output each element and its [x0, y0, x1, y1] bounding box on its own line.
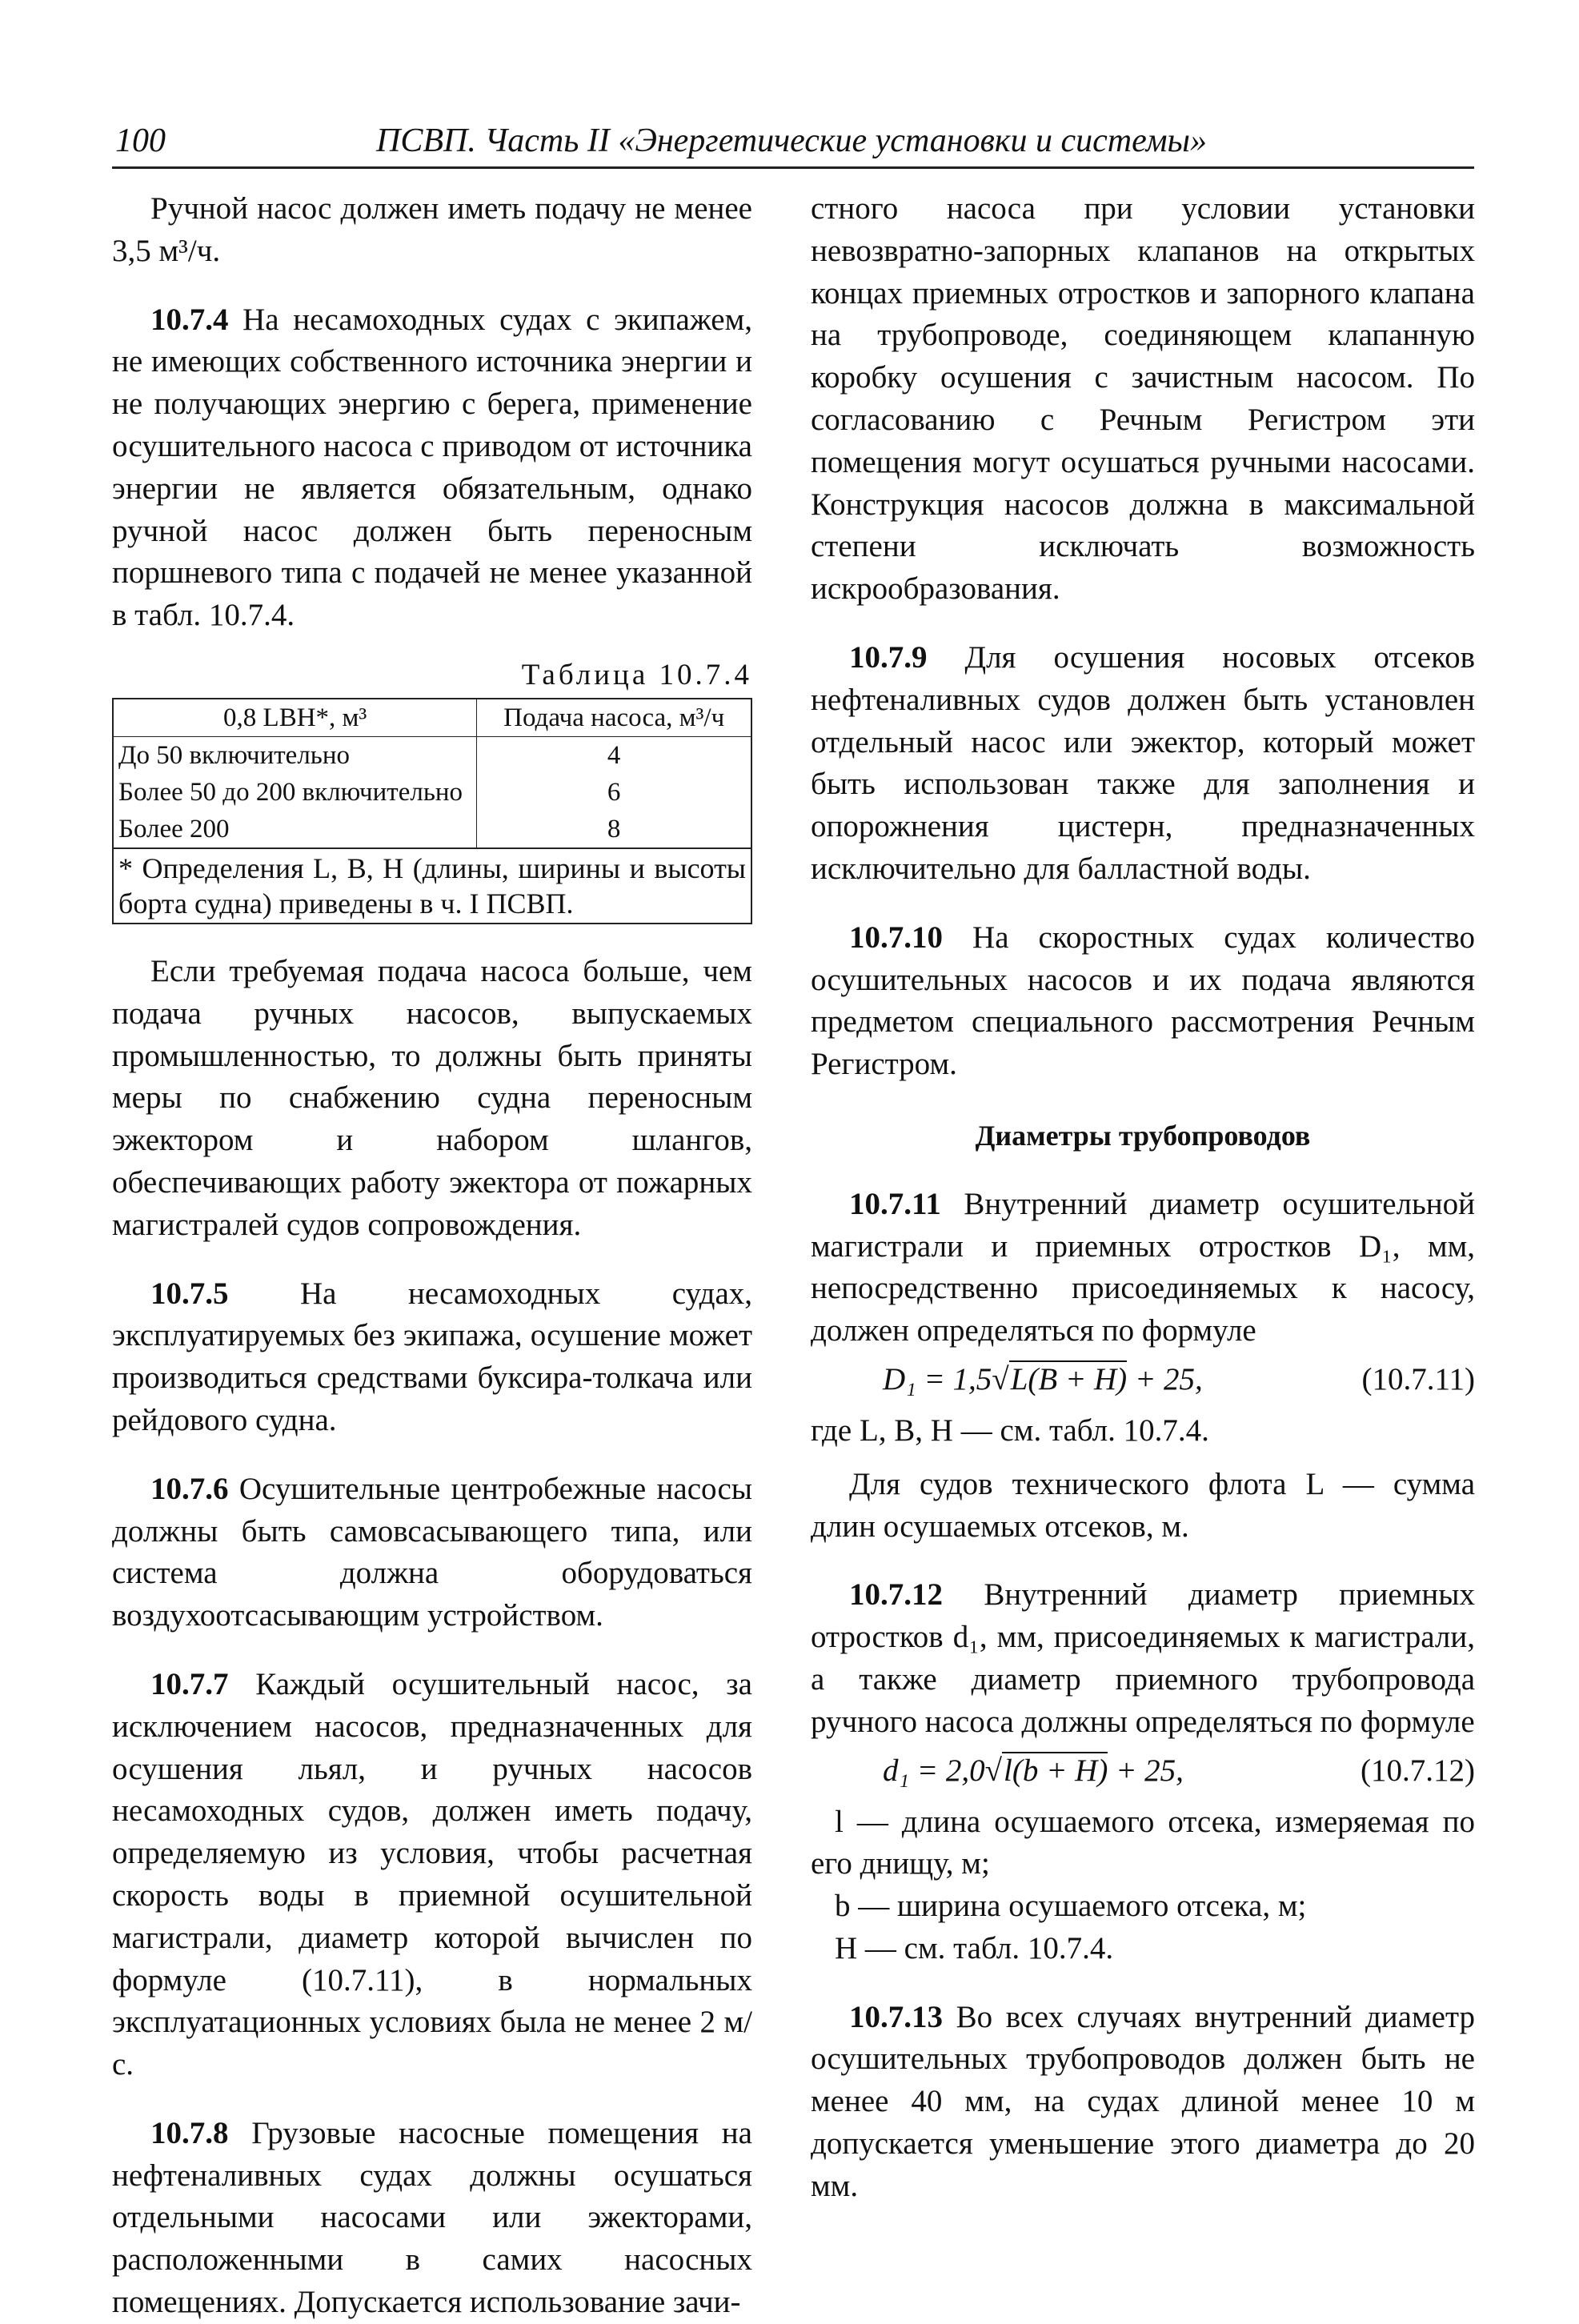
section-heading: Диаметры трубопроводов — [975, 1119, 1311, 1152]
clause-text: На скоростных судах количество осушительных насосов и их подача являются предметом специального рассмотрения Речным Регистром. — [811, 920, 1475, 1082]
formula-radicand: l(b + H) — [1004, 1753, 1108, 1788]
clause-text: Внутренний диаметр осушительной магистрали и приемных отростков D₁, мм, непосредственно присоединяемых к насосу, должен определяться по формуле — [811, 1186, 1475, 1348]
definition: b — ширина осушаемого отсека, м; — [835, 1889, 1307, 1924]
formula-10-7-11: D₁ = 1,5√L(B + H) + 25, (10.7.11) — [811, 1359, 1475, 1404]
clause-number: 10.7.9 — [849, 639, 928, 675]
clause-text: На несамоходных судах с экипажем, не имеющих собственного источника энергии и не получающих энергию с берега, применение осушительного насоса с приводом от источника энергии не является обязательным, однако ручной насос должен быть переносным поршневого типа с подачей не менее указанной в табл. 10.7.4. — [112, 302, 752, 633]
paragraph-10-7-11 — [811, 1184, 1475, 1352]
table-cell: 4 — [477, 736, 751, 774]
table-row — [113, 774, 751, 811]
running-title: ПСВП. Часть II «Энергетические установки и системы» — [376, 122, 1207, 159]
paragraph-10-7-8 — [112, 2113, 752, 2324]
paragraph-10-7-10 — [811, 917, 1475, 1086]
pump-capacity-table — [112, 698, 752, 924]
formula-10-7-12: d₁ = 2,0√l(b + H) + 25, (10.7.12) — [811, 1750, 1475, 1795]
formula-lhs: d₁ = 2,0 — [883, 1753, 985, 1788]
paragraph-10-7-12 — [811, 1574, 1475, 1743]
table-header: 0,8 LBH*, м³ — [113, 699, 477, 737]
paragraph: где L, B, H — см. табл. 10.7.4. — [811, 1412, 1209, 1448]
clause-text: Каждый осушительный насос, за исключением насосов, предназначенных для осушения льял, и ручных насосов несамоходных судов, должен иметь подачу, определяемую из условия, чтобы расчетная скорость воды в приемной осушительной магистрали, диаметр которой вычислен по формуле (10.7.11), в нормальных эксплуатационных условиях была не менее 2 м/с. — [112, 1666, 752, 2082]
formula-radicand: L(B + H) — [1010, 1361, 1128, 1396]
formula-definitions — [811, 1801, 1475, 1970]
clause-text: Внутренний диаметр приемных отростков d₁, мм, присоединяемых к магистрали, а также диаметр приемного трубопровода ручного насоса должны определяться по формуле — [811, 1577, 1475, 1739]
table-cell: 8 — [477, 811, 751, 848]
formula-rest: + 25, — [1108, 1753, 1184, 1788]
clause-number: 10.7.5 — [150, 1276, 229, 1311]
clause-text: Во всех случаях внутренний диаметр осушительных трубопроводов должен быть не менее 40 мм, на судах длиной менее 10 м допускается уменьшение этого диаметра до 20 мм. — [811, 1999, 1475, 2203]
paragraph: стного насоса при условии установки невозвратно-запорных клапанов на открытых концах приемных отростков и запорного клапана на трубопроводе, соединяющем клапанную коробку осушения с зачистным насосом. По согласованию с Речным Регистром эти помещения могут осушаться ручными насосами. Конструкция насосов должна в максимальной степени исключать возможность искрообразования. — [811, 191, 1475, 607]
formula-lhs: D₁ = 1,5 — [883, 1361, 992, 1396]
clause-number: 10.7.13 — [849, 1999, 943, 2034]
clause-number: 10.7.12 — [849, 1577, 943, 1613]
clause-text: Для осушения носовых отсеков нефтеналивных судов должен быть установлен отдельный насос или эжектор, который может быть использован также для заполнения и опорожнения цистерн, предназначенных исключительно для балластной воды. — [811, 639, 1475, 886]
clause-number: 10.7.10 — [849, 920, 943, 955]
clause-text: Осушительные центробежные насосы должны быть самовсасывающего типа, или система должна оборудоваться воздухоотсасывающим устройством. — [112, 1471, 752, 1633]
formula-number: (10.7.12) — [1361, 1753, 1475, 1788]
paragraph-10-7-7 — [112, 1664, 752, 2086]
table-cell: 6 — [477, 774, 751, 811]
table-header: Подача насоса, м³/ч — [477, 699, 751, 737]
page-header — [112, 118, 1474, 169]
paragraph-10-7-5 — [112, 1273, 752, 1442]
table-row — [113, 736, 751, 774]
page-number: 100 — [115, 122, 166, 159]
left-column — [112, 188, 752, 2324]
paragraph-10-7-13 — [811, 1997, 1475, 2208]
paragraph-10-7-9 — [811, 637, 1475, 891]
clause-text: На несамоходных судах, эксплуатируемых без экипажа, осушение может производиться средствами буксира-толкача или рейдового судна. — [112, 1276, 752, 1437]
paragraph: Ручной насос должен иметь подачу не менее 3,5 м³/ч. — [112, 191, 752, 268]
paragraph-10-7-6 — [112, 1469, 752, 1637]
table-cell: Более 50 до 200 включительно — [113, 774, 477, 811]
table-row — [113, 811, 751, 848]
clause-number: 10.7.8 — [150, 2115, 229, 2150]
paragraph: Если требуемая подача насоса больше, чем подача ручных насосов, выпускаемых промышленностью, то должны быть приняты меры по снабжению судна переносным эжектором и набором шлангов, обеспечивающих работу эжектора от пожарных магистралей судов сопровождения. — [112, 953, 752, 1242]
right-column — [811, 188, 1475, 2208]
clause-number: 10.7.4 — [150, 302, 229, 337]
table-cell: Более 200 — [113, 811, 477, 848]
definition: H — см. табл. 10.7.4. — [835, 1930, 1114, 1965]
clause-number: 10.7.6 — [150, 1471, 229, 1506]
paragraph-10-7-4 — [112, 299, 752, 637]
table-caption: Таблица 10.7.4 — [521, 658, 752, 691]
clause-number: 10.7.11 — [849, 1186, 941, 1221]
table-cell: До 50 включительно — [113, 736, 477, 774]
clause-text: Грузовые насосные помещения на нефтеналивных судах должны осушаться отдельными насосами или эжекторами, расположенными в самих насосных помещениях. Допускается использование зачи- — [112, 2115, 752, 2320]
definition: l — длина осушаемого отсека, измеряемая по его днищу, м; — [811, 1804, 1475, 1881]
paragraph: Для судов технического флота L — сумма длин осушаемых отсеков, м. — [811, 1466, 1475, 1544]
formula-rest: + 25, — [1127, 1361, 1203, 1396]
formula-number: (10.7.11) — [1361, 1361, 1475, 1396]
clause-number: 10.7.7 — [150, 1666, 229, 1701]
table-footnote: * Определения L, B, H (длины, ширины и высоты борта судна) приведены в ч. I ПСВП. — [113, 848, 751, 924]
